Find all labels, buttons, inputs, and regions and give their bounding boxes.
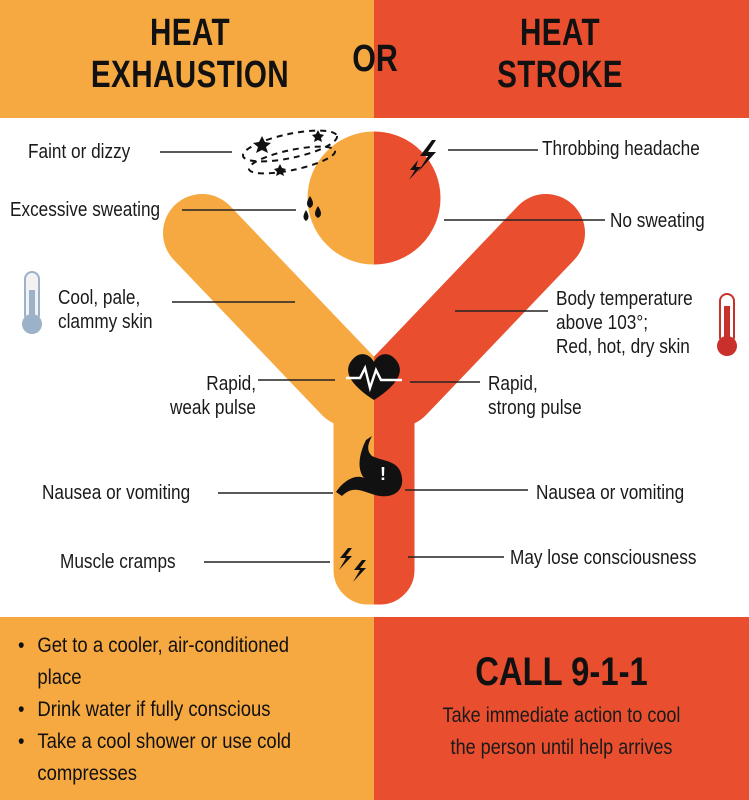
label-rapid-strong-pulse: Rapid, strong pulse: [488, 373, 582, 419]
exhaustion-actions-list: [18, 630, 378, 790]
call-911-instructions: Take immediate action to cool the person until help arrives: [442, 704, 681, 759]
body-figure: [0, 118, 749, 617]
label-muscle-cramps: Muscle cramps: [60, 551, 176, 573]
label-excessive-sweating: Excessive sweating: [10, 199, 161, 221]
exhaustion-title: HEAT EXHAUSTION: [90, 12, 290, 96]
or-label: OR: [352, 38, 398, 80]
action-item: • Get to a cooler, air-conditioned place: [18, 630, 335, 694]
label-faint-or-dizzy: Faint or dizzy: [28, 141, 131, 163]
label-may-lose-consciousness: May lose consciousness: [510, 547, 697, 569]
label-body-temperature: Body temperature above 103°; Red, hot, dry skin: [556, 288, 693, 358]
label-cool-pale-skin: Cool, pale, clammy skin: [58, 287, 153, 333]
svg-text:!: !: [380, 464, 386, 484]
label-no-sweating: No sweating: [610, 210, 705, 232]
label-nausea-right: Nausea or vomiting: [536, 482, 685, 504]
stroke-title: HEAT STROKE: [497, 12, 623, 96]
action-item: • Drink water if fully conscious: [18, 694, 335, 726]
call-911-heading: CALL 9-1-1: [475, 650, 648, 694]
label-throbbing-headache: Throbbing headache: [542, 138, 700, 160]
label-nausea-left: Nausea or vomiting: [42, 482, 191, 504]
thermometer-hot-icon: [717, 294, 737, 356]
action-item: • Take a cool shower or use cold compresses: [18, 726, 335, 790]
label-rapid-weak-pulse: Rapid, weak pulse: [169, 373, 256, 419]
thermometer-cool-icon: [22, 272, 42, 334]
